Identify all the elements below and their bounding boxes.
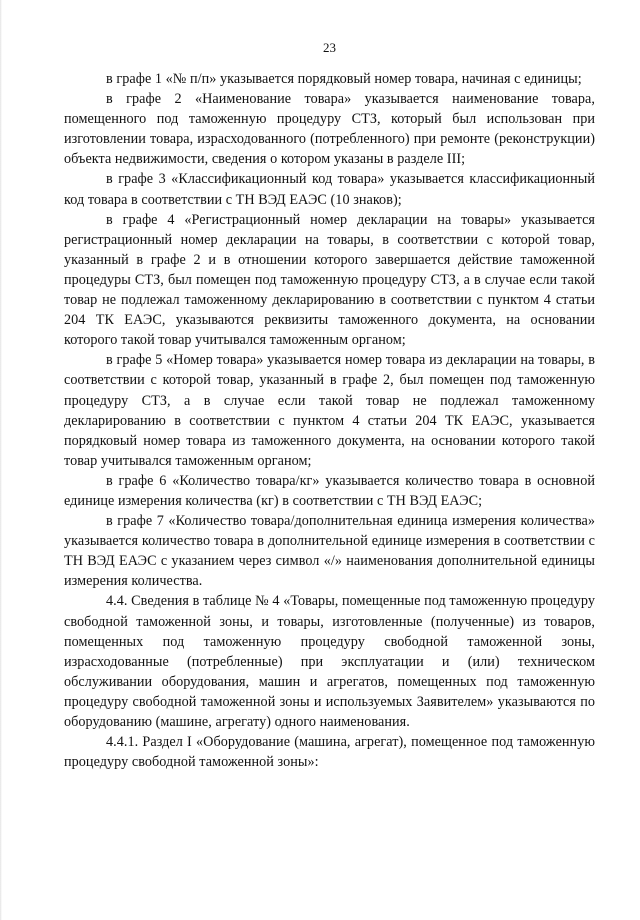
paragraph-column-5: в графе 5 «Номер товара» указывается номер товара из декларации на товары, в соответствии с которой товар, указанный в графе 2, был помещен под таможенную процедуру СТЗ, а в случае если такой товар не подлежал таможенному декларированию в соответствии с пунктом 4 статьи 204 ТК ЕАЭС, указывается порядковый номер товара из таможенного документа, на основании которого такой товар учитывался таможенным органом; bbox=[64, 352, 595, 469]
paragraph-column-4: в графе 4 «Регистрационный номер декларации на товары» указывается регистрационный номер декларации на товары, в соответствии с которой товар, указанный в графе 2 и в отношении которого завершается действие таможенной процедуры СТЗ, был помещен под таможенную процедуру СТЗ, а в случае если такой товар не подлежал таможенному декларированию в соответствии с пунктом 4 статьи 204 ТК ЕАЭС, указываются реквизиты таможенного документа, на основании которого такой товар учитывался таможенным органом; bbox=[64, 211, 595, 349]
page-number: 23 bbox=[323, 40, 336, 55]
paragraph-column-3: в графе 3 «Классификационный код товара» указывается классификационный код товара в соответствии с ТН ВЭД ЕАЭС (10 знаков); bbox=[64, 171, 595, 208]
paragraph-column-6: в графе 6 «Количество товара/кг» указывается количество товара в основной единице измерения количества (кг) в соответствии с ТН ВЭД ЕАЭС; bbox=[64, 472, 595, 509]
paragraph-section-4-4-1: 4.4.1. Раздел I «Оборудование (машина, агрегат), помещенное под таможенную процедуру свободной таможенной зоны»: bbox=[64, 734, 595, 771]
paragraph-column-1: в графе 1 «№ п/п» указывается порядковый номер товара, начиная с единицы; bbox=[106, 71, 582, 87]
paragraph-section-4-4: 4.4. Сведения в таблице № 4 «Товары, помещенные под таможенную процедуру свободной таможенной зоны, и товары, изготовленные (полученные) из товаров, помещенных под таможенную процедуру свободной таможенной зоны, израсходованные (потребленные) при эксплуатации и (или) техническом обслуживании оборудования, машин и агрегатов, помещенных под таможенную процедуру свободной таможенной зоны и используемых Заявителем» указываются по оборудованию (машине, агрегату) одного наименования. bbox=[64, 593, 595, 730]
paragraph-column-2: в графе 2 «Наименование товара» указывается наименование товара, помещенного под таможенную процедуру СТЗ, который был использован при изготовлении товара, израсходованного (потребленного) при ремонте (реконструкции) объекта недвижимости, сведения о котором указаны в разделе III; bbox=[64, 91, 595, 168]
paragraph-column-7: в графе 7 «Количество товара/дополнительная единица измерения количества» указывается количество товара в дополнительной единице измерения в соответствии с ТН ВЭД ЕАЭС с указанием через символ «/» наименования дополнительной единицы измерения количества. bbox=[64, 513, 595, 590]
